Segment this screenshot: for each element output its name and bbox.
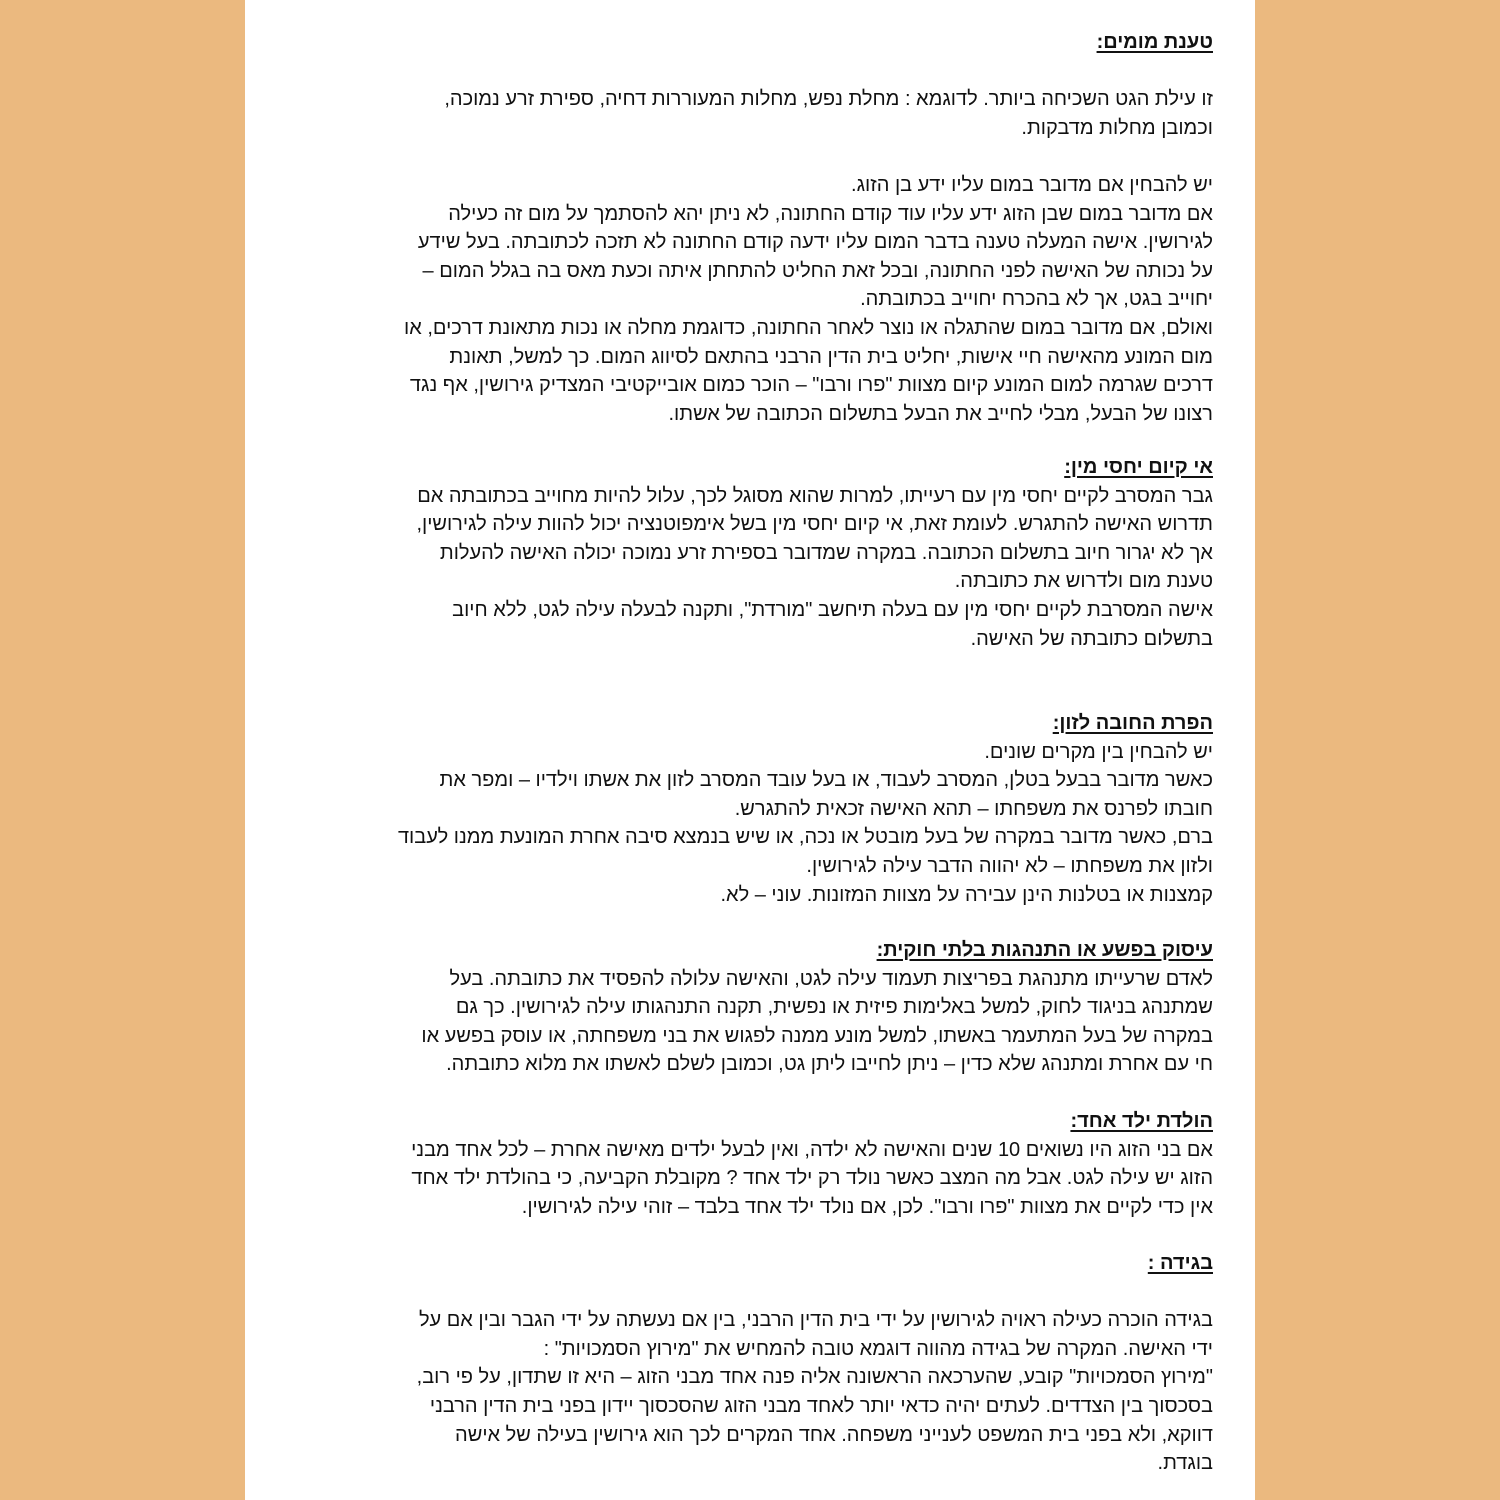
section-title: הפרת החובה לזון: — [1052, 712, 1213, 734]
body-line — [245, 142, 1213, 171]
body-line: אם מדובר במום שבן הזוג ידע עליו עוד קודם החתונה, לא ניתן יהא להסתמך על מום זה כעילה — [448, 202, 1213, 225]
body-line — [245, 1278, 1213, 1307]
body-line: כאשר מדובר בבעל בטלן, המסרב לעבוד, או בעל עובד המסרב לזון את אשתו וילדיו – ומפר את — [439, 769, 1213, 792]
body-line: חי עם אחרת ומתנהג שלא כדין – ניתן לחייבו ליתן גט, וכמובן לשלם לאשתו את מלוא כתובתה. — [446, 1053, 1213, 1076]
section-support-breach — [245, 709, 1213, 909]
section-body — [245, 738, 1213, 910]
body-line: ולזון את משפחתו – לא יהווה הדבר עילה לגירושין. — [806, 854, 1213, 877]
section-title: הולדת ילד אחד: — [1070, 1110, 1213, 1132]
body-line: לגירושין. אישה המעלה טענה בדבר המום עליו ידעה קודם החתונה לא תזכה לכתובתה. בעל שידע — [417, 231, 1213, 254]
body-line: ידי האישה. המקרה של בגידה מהווה דוגמא טובה להמחיש את "מירוץ הסמכויות" : — [543, 1337, 1213, 1360]
body-line: חובתו לפרנס את משפחתו – תהא האישה זכאית להתגרש. — [734, 797, 1213, 820]
body-line: ואולם, אם מדובר במום שהתגלה או נוצר לאחר החתונה, כדוגמת מחלה או נכות מתאונת דרכים, או — [404, 316, 1213, 339]
body-line: וכמובן מחלות מדבקות. — [1021, 116, 1213, 139]
body-line: אין כדי לקיים את מצוות "פרו ורבו". לכן, אם נולד ילד אחד בלבד – זוהי עילה לגירושין. — [521, 1195, 1213, 1218]
section-one-child — [245, 1107, 1213, 1221]
section-crime — [245, 936, 1213, 1079]
section-adultery — [245, 1249, 1213, 1478]
section-body — [245, 85, 1213, 428]
body-line: מום המונע מהאישה חיי אישות, יחליט בית הדין הרבני בהתאם לסיווג המום. כך למשל, תאונת — [449, 345, 1213, 368]
body-line: במקרה של בעל המתעמר באשתו, למשל מונע ממנה לפגוש את בני משפחתה, או עוסק בפשע או — [421, 1024, 1213, 1047]
body-line: טענת מום ולדרוש את כתובתה. — [954, 570, 1213, 593]
body-line: דווקא, ולא בפני בית המשפט לענייני משפחה. אחד המקרים לכך הוא גירושין בעילה של אישה — [455, 1423, 1213, 1446]
body-line: גבר המסרב לקיים יחסי מין עם רעייתו, למרות שהוא מסוגל לכך, עלול להיות מחוייב בכתובתה אם — [417, 484, 1213, 507]
body-line: יחוייב בגט, אך לא בהכרח יחוייב בכתובתה. — [860, 288, 1213, 311]
body-line: בסכסוך בין הצדדים. לעתים יהיה כדאי יותר לאחד מבני הזוג שהסכסוך יידון בפני בית הדין הרבני — [429, 1394, 1213, 1417]
section-body — [245, 1278, 1213, 1478]
body-line: "מירוץ הסמכויות" קובע, שהערכאה הראשונה אליה פנה אחד מבני הזוג – היא זו שתדון, על פי רוב, — [416, 1366, 1213, 1389]
section-title: אי קיום יחסי מין: — [1064, 456, 1213, 478]
body-line: יש להבחין בין מקרים שונים. — [984, 740, 1213, 763]
section-body — [245, 1136, 1213, 1222]
body-line: תדרוש האישה להתגרש. לעומת זאת, אי קיום יחסי מין בשל אימפוטנציה יכול להוות עילה לגירושין, — [416, 513, 1213, 536]
body-line: אם בני הזוג היו נשואים 10 שנים והאישה לא ילדה, ואין לבעל ילדים מאישה אחרת – לכל אחד מבני — [411, 1138, 1213, 1161]
body-line: בגידה הוכרה כעילה ראויה לגירושין על ידי בית הדין הרבני, בין אם נעשתה על ידי הגבר ובין אם על — [418, 1309, 1213, 1332]
section-no-intimacy — [245, 453, 1213, 653]
body-line: אך לא יגרור חיוב בתשלום הכתובה. במקרה שמדובר בספירת זרע נמוכה יכולה האישה להעלות — [439, 541, 1213, 564]
section-title: טענת מומים: — [1096, 31, 1213, 53]
section-defects — [245, 28, 1213, 428]
body-line: בתשלום כתובתה של האישה. — [970, 627, 1213, 650]
body-line: יש להבחין אם מדובר במום עליו ידע בן הזוג. — [851, 173, 1213, 196]
body-line: שמתנהג בניגוד לחוק, למשל באלימות פיזית או נפשית, תקנה התנהגותו עילה לגירושין. כך גם — [455, 996, 1213, 1019]
section-title: עיסוק בפשע או התנהגות בלתי חוקית: — [876, 939, 1213, 961]
body-line: לאדם שרעייתו מתנהגת בפריצות תעמוד עילה לגט, והאישה עלולה להפסיד את כתובתה. בעל — [449, 967, 1213, 990]
document-page — [245, 0, 1255, 1500]
body-line: רצונו של הבעל, מבלי לחייב את הבעל בתשלום הכתובה של אשתו. — [668, 402, 1213, 425]
body-line: בוגדת. — [1157, 1452, 1213, 1475]
body-line: קמצנות או בטלנות הינן עבירה על מצוות המזונות. עוני – לא. — [720, 883, 1213, 906]
section-body — [245, 965, 1213, 1079]
section-title: בגידה : — [1147, 1252, 1213, 1274]
body-line: הזוג יש עילה לגט. אבל מה המצב כאשר נולד רק ילד אחד ? מקובלת הקביעה, כי בהולדת ילד אחד — [411, 1167, 1213, 1190]
section-body — [245, 482, 1213, 654]
body-line: ברם, כאשר מדובר במקרה של בעל מובטל או נכה, או שיש בנמצא סיבה אחרת המונעת ממנו לעבוד — [397, 826, 1213, 849]
body-line: אישה המסרבת לקיים יחסי מין עם בעלה תיחשב "מורדת", ותקנה לבעלה עילה לגט, ללא חיוב — [452, 598, 1213, 621]
body-line: על נכותה של האישה לפני החתונה, ובכל זאת החליט להתחתן איתה וכעת מאס בה בגלל המום – — [422, 259, 1213, 282]
body-line: זו עילת הגט השכיחה ביותר. לדוגמא : מחלת נפש, מחלות המעוררות דחיה, ספירת זרע נמוכה, — [444, 88, 1213, 111]
body-line: דרכים שגרמה למום המונע קיום מצוות "פרו ורבו" – הוכר כמום אובייקטיבי המצדיק גירושין, אף נגד — [409, 374, 1213, 397]
